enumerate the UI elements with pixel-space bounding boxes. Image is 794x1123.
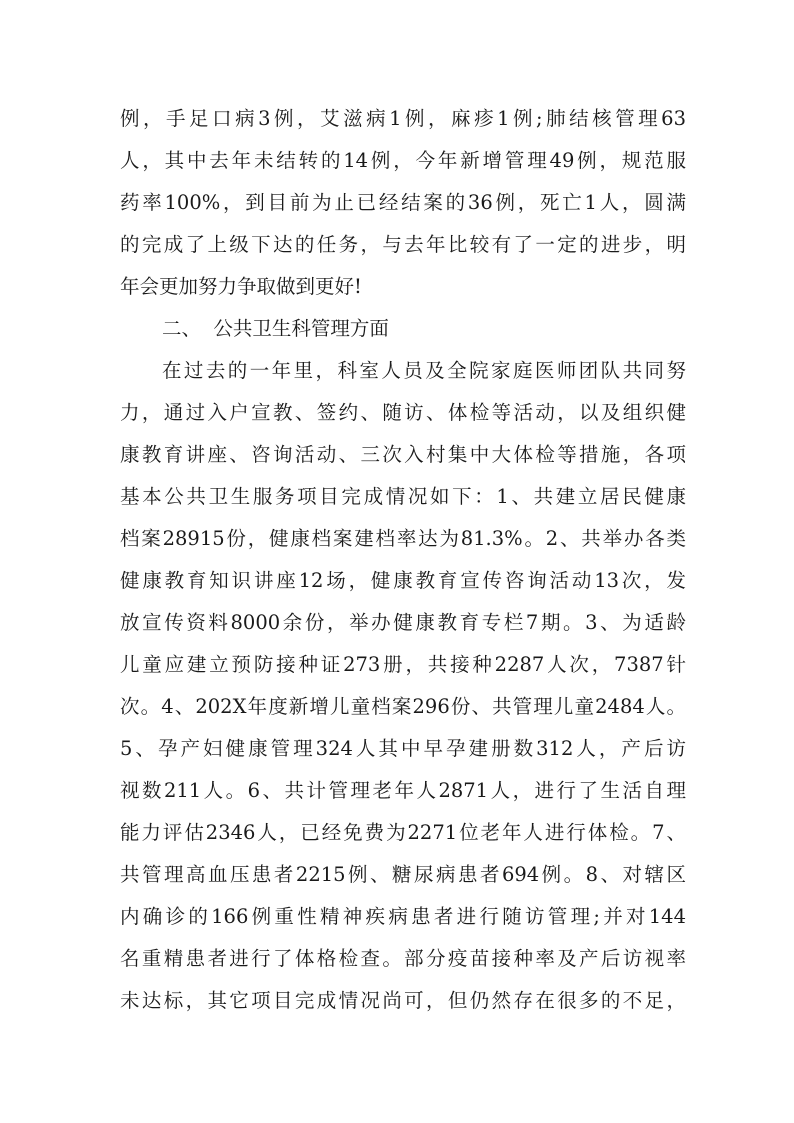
text-line: 康教育讲座、咨询活动、三次入村集中大体检等措施，各项 [120,443,686,466]
text-line: 健康教育知识讲座12场，健康教育宣传咨询活动13次，发 [120,569,686,592]
text-line: 基本公共卫生服务项目完成情况如下：1、共建立居民健康 [120,485,686,508]
text-line: 视数211人。6、共计管理老年人2871人，进行了生活自理 [120,779,686,802]
paragraph-disease-management [120,98,686,308]
document-body [120,98,686,1022]
section-heading: 二、 公共卫生科管理方面 [162,317,389,340]
text-line: 儿童应建立预防接种证273册，共接种2287人次，7387针 [120,653,686,676]
text-line: 人，其中去年未结转的14例，今年新增管理49例，规范服 [120,149,686,172]
text-line: 能力评估2346人，已经免费为2271位老年人进行体检。7、 [120,821,686,844]
text-line: 的完成了上级下达的任务，与去年比较有了一定的进步，明 [120,233,686,256]
text-line: 在过去的一年里，科室人员及全院家庭医师团队共同努 [162,359,686,382]
text-line: 内确诊的166例重性精神疾病患者进行随访管理;并对144 [120,905,686,928]
text-line: 未达标，其它项目完成情况尚可，但仍然存在很多的不足， [120,989,686,1012]
text-line: 名重精患者进行了体格检查。部分疫苗接种率及产后访视率 [120,947,686,970]
text-line: 例，手足口病3例，艾滋病1例，麻疹1例;肺结核管理63 [120,107,686,130]
text-line: 次。4、202X年度新增儿童档案296份、共管理儿童2484人。 [120,695,686,718]
text-line: 档案28915份，健康档案建档率达为81.3%。2、共举办各类 [120,527,686,550]
text-line: 放宣传资料8000余份，举办健康教育专栏7期。3、为适龄 [120,611,686,634]
text-line: 力，通过入户宣教、签约、随访、体检等活动，以及组织健 [120,401,686,424]
text-line: 年会更加努力争取做到更好! [120,275,362,298]
paragraph-public-health [120,350,686,1022]
text-line: 药率100%，到目前为止已经结案的36例，死亡1人，圆满 [120,191,686,214]
text-line: 5、孕产妇健康管理324人其中早孕建册数312人，产后访 [120,737,686,760]
text-line: 共管理高血压患者2215例、糖尿病患者694例。8、对辖区 [120,863,686,886]
